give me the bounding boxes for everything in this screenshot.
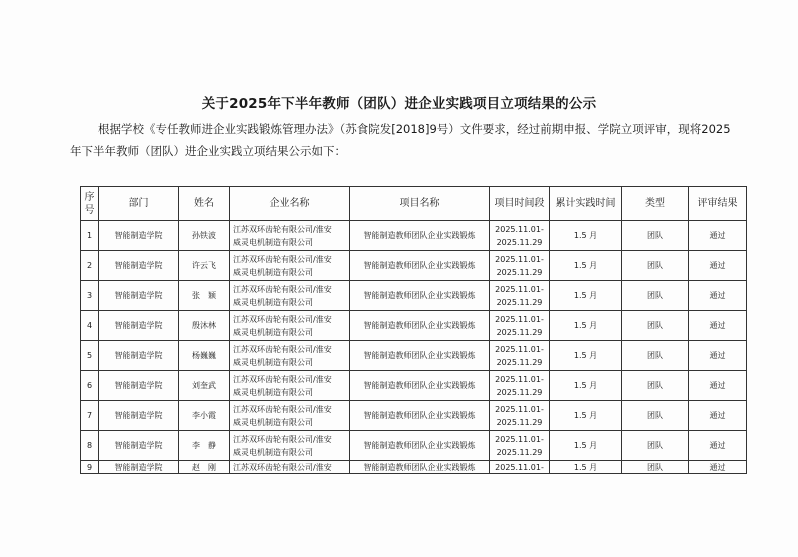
cell-company bbox=[230, 461, 350, 474]
company-line-2: 威灵电机制造有限公司 bbox=[233, 297, 313, 307]
header-type: 类型 bbox=[622, 187, 689, 221]
cell-duration: 1.5 月 bbox=[550, 281, 622, 311]
cell-project: 智能制造教师团队企业实践锻炼 bbox=[350, 371, 490, 401]
cell-type: 团队 bbox=[622, 401, 689, 431]
table-header-row bbox=[81, 187, 747, 221]
cell-period bbox=[490, 401, 550, 431]
header-period: 项目时间段 bbox=[490, 187, 550, 221]
period-line-1: 2025.11.01- bbox=[495, 314, 544, 324]
cell-dept: 智能制造学院 bbox=[99, 431, 179, 461]
cell-dept: 智能制造学院 bbox=[99, 401, 179, 431]
header-name: 姓名 bbox=[179, 187, 230, 221]
company-line-2: 威灵电机制造有限公司 bbox=[233, 237, 313, 247]
cell-no: 4 bbox=[81, 311, 99, 341]
cell-name: 许云飞 bbox=[179, 251, 230, 281]
cell-dept: 智能制造学院 bbox=[99, 371, 179, 401]
cell-duration: 1.5 月 bbox=[550, 401, 622, 431]
header-project: 项目名称 bbox=[350, 187, 490, 221]
company-line-1: 江苏双环齿轮有限公司/淮安 bbox=[233, 374, 332, 384]
cell-no: 6 bbox=[81, 371, 99, 401]
cell-type: 团队 bbox=[622, 311, 689, 341]
company-line-1: 江苏双环齿轮有限公司/淮安 bbox=[233, 254, 332, 264]
period-line-2: 2025.11.29 bbox=[496, 447, 543, 457]
cell-duration: 1.5 月 bbox=[550, 311, 622, 341]
company-line-1: 江苏双环齿轮有限公司/淮安 bbox=[233, 462, 332, 472]
cell-result: 通过 bbox=[689, 251, 747, 281]
period-line-2: 2025.11.29 bbox=[496, 387, 543, 397]
cell-no: 8 bbox=[81, 431, 99, 461]
cell-project: 智能制造教师团队企业实践锻炼 bbox=[350, 341, 490, 371]
company-line-1: 江苏双环齿轮有限公司/淮安 bbox=[233, 284, 332, 294]
cell-period bbox=[490, 341, 550, 371]
cell-no: 9 bbox=[81, 461, 99, 474]
cell-project: 智能制造教师团队企业实践锻炼 bbox=[350, 461, 490, 474]
company-line-2: 威灵电机制造有限公司 bbox=[233, 417, 313, 427]
table-row bbox=[81, 401, 747, 431]
cell-type: 团队 bbox=[622, 371, 689, 401]
cell-project: 智能制造教师团队企业实践锻炼 bbox=[350, 251, 490, 281]
period-line-1: 2025.11.01- bbox=[495, 284, 544, 294]
table-row bbox=[81, 371, 747, 401]
cell-duration: 1.5 月 bbox=[550, 431, 622, 461]
period-line-1: 2025.11.01- bbox=[495, 374, 544, 384]
cell-dept: 智能制造学院 bbox=[99, 281, 179, 311]
cell-company bbox=[230, 401, 350, 431]
cell-company bbox=[230, 431, 350, 461]
cell-name: 李 静 bbox=[179, 431, 230, 461]
cell-project: 智能制造教师团队企业实践锻炼 bbox=[350, 431, 490, 461]
period-line-2: 2025.11.29 bbox=[496, 297, 543, 307]
cell-type: 团队 bbox=[622, 461, 689, 474]
cell-no: 7 bbox=[81, 401, 99, 431]
cell-result: 通过 bbox=[689, 371, 747, 401]
period-line-1: 2025.11.01- bbox=[495, 404, 544, 414]
cell-name: 李小霞 bbox=[179, 401, 230, 431]
cell-duration: 1.5 月 bbox=[550, 461, 622, 474]
cell-period bbox=[490, 281, 550, 311]
cell-company bbox=[230, 221, 350, 251]
cell-company bbox=[230, 371, 350, 401]
cell-type: 团队 bbox=[622, 341, 689, 371]
company-line-1: 江苏双环齿轮有限公司/淮安 bbox=[233, 434, 332, 444]
header-no: 序 号 bbox=[81, 187, 99, 221]
table-row bbox=[81, 251, 747, 281]
cell-no: 3 bbox=[81, 281, 99, 311]
cell-name: 杨巍巍 bbox=[179, 341, 230, 371]
header-result: 评审结果 bbox=[689, 187, 747, 221]
period-line-1: 2025.11.01- bbox=[495, 224, 544, 234]
table-row bbox=[81, 431, 747, 461]
cell-result: 通过 bbox=[689, 461, 747, 474]
cell-name: 赵 刚 bbox=[179, 461, 230, 474]
cell-duration: 1.5 月 bbox=[550, 341, 622, 371]
company-line-1: 江苏双环齿轮有限公司/淮安 bbox=[233, 404, 332, 414]
cell-dept: 智能制造学院 bbox=[99, 311, 179, 341]
cell-duration: 1.5 月 bbox=[550, 251, 622, 281]
cell-name: 孙铁波 bbox=[179, 221, 230, 251]
cell-period bbox=[490, 431, 550, 461]
cell-name: 张 颖 bbox=[179, 281, 230, 311]
cell-result: 通过 bbox=[689, 401, 747, 431]
header-company: 企业名称 bbox=[230, 187, 350, 221]
table-row bbox=[81, 221, 747, 251]
period-line-1: 2025.11.01- bbox=[495, 434, 544, 444]
results-table bbox=[80, 186, 747, 474]
cell-no: 5 bbox=[81, 341, 99, 371]
cell-type: 团队 bbox=[622, 221, 689, 251]
period-line-2: 2025.11.29 bbox=[496, 237, 543, 247]
cell-duration: 1.5 月 bbox=[550, 221, 622, 251]
cell-company bbox=[230, 251, 350, 281]
table-row bbox=[81, 461, 747, 474]
cell-no: 1 bbox=[81, 221, 99, 251]
header-dept: 部门 bbox=[99, 187, 179, 221]
period-line-1: 2025.11.01- bbox=[495, 462, 544, 472]
cell-project: 智能制造教师团队企业实践锻炼 bbox=[350, 401, 490, 431]
cell-dept: 智能制造学院 bbox=[99, 461, 179, 474]
company-line-2: 威灵电机制造有限公司 bbox=[233, 387, 313, 397]
cell-name: 刘奎武 bbox=[179, 371, 230, 401]
period-line-2: 2025.11.29 bbox=[496, 417, 543, 427]
cell-dept: 智能制造学院 bbox=[99, 221, 179, 251]
period-line-1: 2025.11.01- bbox=[495, 344, 544, 354]
cell-period bbox=[490, 461, 550, 474]
cell-result: 通过 bbox=[689, 341, 747, 371]
cell-company bbox=[230, 311, 350, 341]
cell-dept: 智能制造学院 bbox=[99, 341, 179, 371]
period-line-2: 2025.11.29 bbox=[496, 327, 543, 337]
cell-type: 团队 bbox=[622, 431, 689, 461]
cell-project: 智能制造教师团队企业实践锻炼 bbox=[350, 281, 490, 311]
company-line-1: 江苏双环齿轮有限公司/淮安 bbox=[233, 344, 332, 354]
cell-period bbox=[490, 251, 550, 281]
company-line-2: 威灵电机制造有限公司 bbox=[233, 447, 313, 457]
table-row bbox=[81, 311, 747, 341]
cell-result: 通过 bbox=[689, 431, 747, 461]
cell-period bbox=[490, 221, 550, 251]
company-line-1: 江苏双环齿轮有限公司/淮安 bbox=[233, 224, 332, 234]
cell-company bbox=[230, 341, 350, 371]
cell-period bbox=[490, 371, 550, 401]
period-line-2: 2025.11.29 bbox=[496, 357, 543, 367]
company-line-2: 威灵电机制造有限公司 bbox=[233, 267, 313, 277]
cell-dept: 智能制造学院 bbox=[99, 251, 179, 281]
cell-type: 团队 bbox=[622, 251, 689, 281]
cell-name: 殷沐林 bbox=[179, 311, 230, 341]
cell-project: 智能制造教师团队企业实践锻炼 bbox=[350, 221, 490, 251]
company-line-2: 威灵电机制造有限公司 bbox=[233, 327, 313, 337]
period-line-1: 2025.11.01- bbox=[495, 254, 544, 264]
table-row bbox=[81, 341, 747, 371]
cell-result: 通过 bbox=[689, 281, 747, 311]
cell-duration: 1.5 月 bbox=[550, 371, 622, 401]
cell-period bbox=[490, 311, 550, 341]
table-row bbox=[81, 281, 747, 311]
header-duration: 累计实践时间 bbox=[550, 187, 622, 221]
cell-project: 智能制造教师团队企业实践锻炼 bbox=[350, 311, 490, 341]
cell-result: 通过 bbox=[689, 221, 747, 251]
company-line-1: 江苏双环齿轮有限公司/淮安 bbox=[233, 314, 332, 324]
cell-result: 通过 bbox=[689, 311, 747, 341]
document-title: 关于2025年下半年教师（团队）进企业实践项目立项结果的公示 bbox=[201, 96, 597, 112]
intro-paragraph: 根据学校《专任教师进企业实践锻炼管理办法》（苏食院发[2018]9号）文件要求，经过前期申报、学院立项评审，现将2025年下半年教师（团队）进企业实践立项结果公示如下： bbox=[70, 122, 731, 158]
cell-company bbox=[230, 281, 350, 311]
period-line-2: 2025.11.29 bbox=[496, 267, 543, 277]
cell-type: 团队 bbox=[622, 281, 689, 311]
company-line-2: 威灵电机制造有限公司 bbox=[233, 357, 313, 367]
cell-no: 2 bbox=[81, 251, 99, 281]
